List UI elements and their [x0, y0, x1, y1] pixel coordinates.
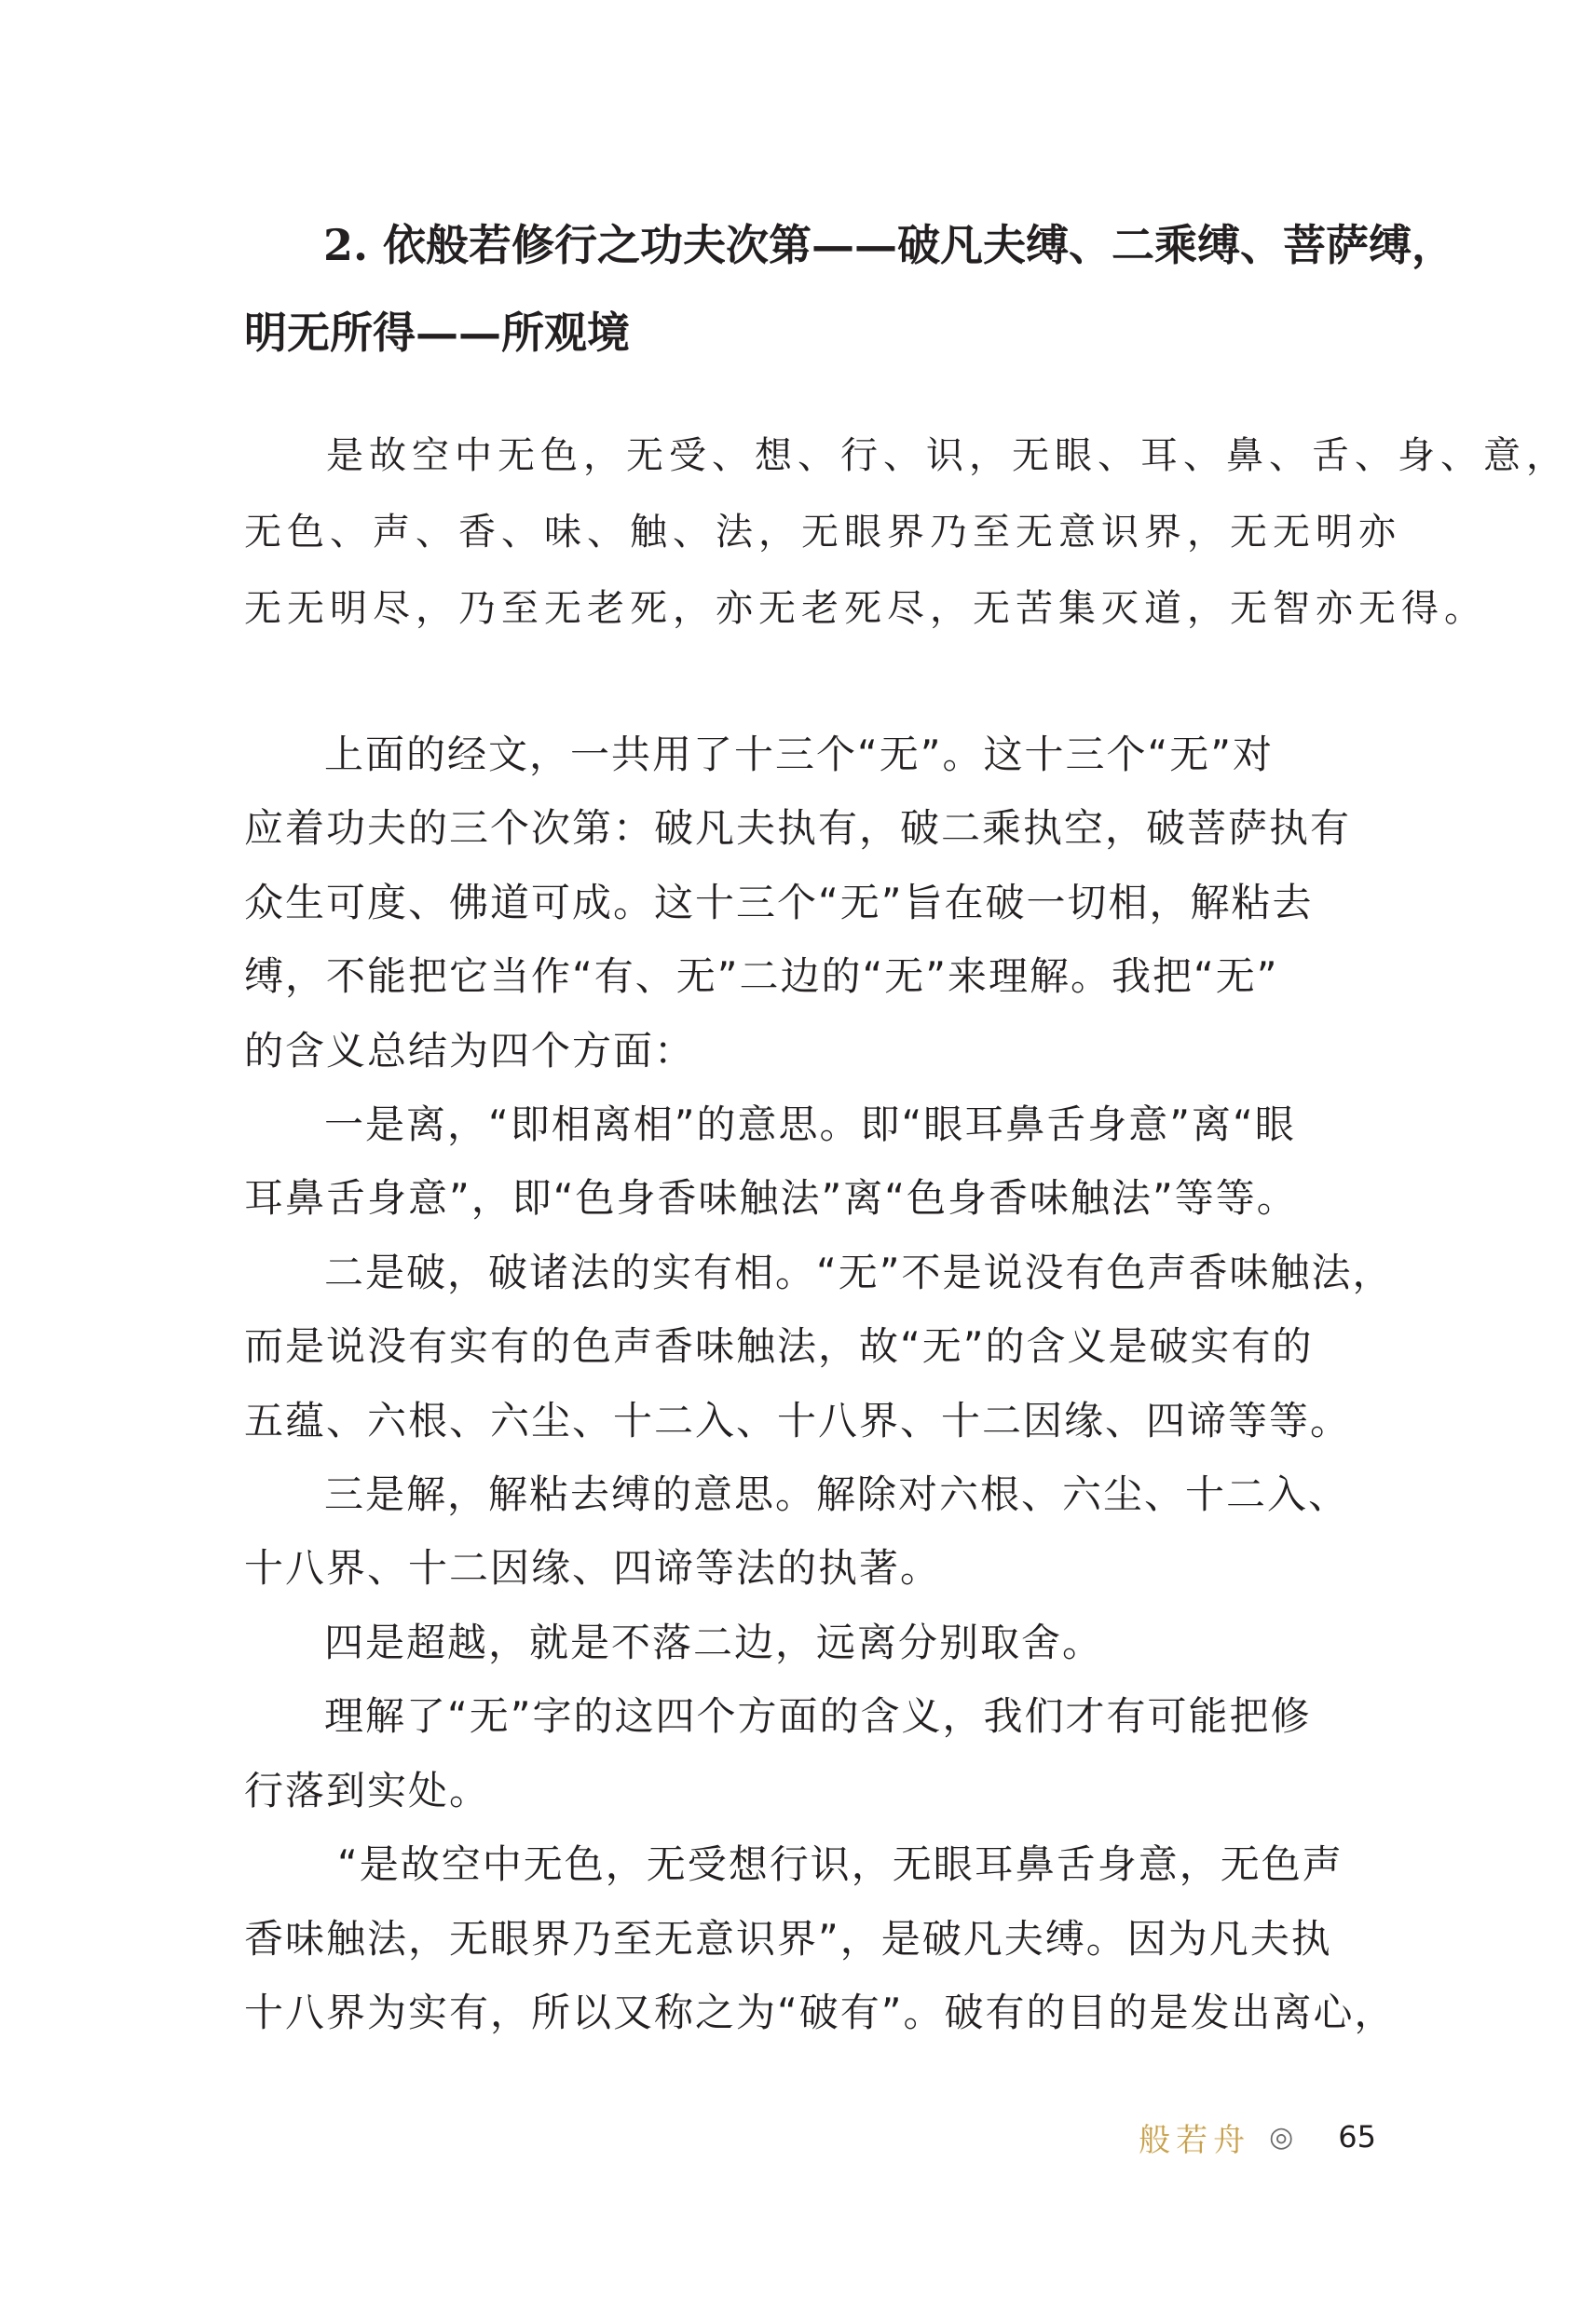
body-line: 二是破，破诸法的实有相。“无”不是说没有色声香味触法， [324, 1249, 1394, 1295]
sutra-line: 是故空中无色，无受、想、行、识，无眼、耳、鼻、舌、身、意， [326, 434, 1569, 477]
page-footer [1139, 2114, 1376, 2160]
body-line: 耳鼻舌身意”，即“色身香味触法”离“色身香味触法”等等。 [244, 1175, 1298, 1222]
page-number: 65 [1338, 2119, 1376, 2155]
section-heading-line-2: 明无所得——所观境 [244, 308, 630, 358]
body-line: 的含义总结为四个方面： [244, 1027, 696, 1074]
body-text [244, 718, 1399, 2049]
body-line: 应着功夫的三个次第：破凡夫执有，破二乘执空，破菩萨执有 [244, 805, 1352, 852]
sutra-line: 无无明尽，乃至无老死，亦无老死尽，无苦集灭道，无智亦无得。 [244, 587, 1487, 630]
body-line: 众生可度、佛道可成。这十三个“无”旨在破一切相，解粘去 [244, 879, 1314, 925]
body-line: 上面的经文，一共用了十三个“无”。这十三个“无”对 [324, 732, 1275, 777]
body-line: 十八界、十二因缘、四谛等法的执著。 [244, 1545, 942, 1592]
sutra-line: 无色、声、香、味、触、法，无眼界乃至无意识界，无无明亦 [244, 511, 1401, 554]
ornament-icon: ◎ [1269, 2120, 1294, 2154]
body-line: 三是解，解粘去缚的意思。解除对六根、六尘、十二入、 [324, 1471, 1350, 1518]
section-heading [244, 201, 1455, 376]
body-line: 理解了“无”字的这四个方面的含义，我们才有可能把修 [324, 1693, 1312, 1740]
body-line: 缚，不能把它当作“有、无”二边的“无”来理解。我把“无” [244, 953, 1279, 1000]
sutra-quote [244, 417, 1569, 647]
body-line: 行落到实处。 [244, 1767, 491, 1813]
book-title: 般若舟 [1139, 2121, 1251, 2159]
body-line: 十八界为实有，所以又称之为“破有”。破有的目的是发出离心， [244, 1989, 1396, 2035]
body-line: 香味触法，无眼界乃至无意识界”，是破凡夫缚。因为凡夫执 [244, 1915, 1332, 1962]
body-line: 而是说没有实有的色声香味触法，故“无”的含义是破实有的 [244, 1323, 1314, 1370]
body-line: “是故空中无色，无受想行识，无眼耳鼻舌身意，无色声 [337, 1841, 1344, 1888]
section-heading-line-1: 2. 依般若修行之功夫次第——破凡夫缚、二乘缚、菩萨缚， [323, 220, 1455, 270]
body-line: 五蕴、六根、六尘、十二入、十八界、十二因缘、四谛等等。 [244, 1397, 1352, 1443]
body-line: 一是离，“即相离相”的意思。即“眼耳鼻舌身意”离“眼 [324, 1101, 1296, 1148]
body-line: 四是超越，就是不落二边，远离分别取舍。 [324, 1619, 1104, 1665]
